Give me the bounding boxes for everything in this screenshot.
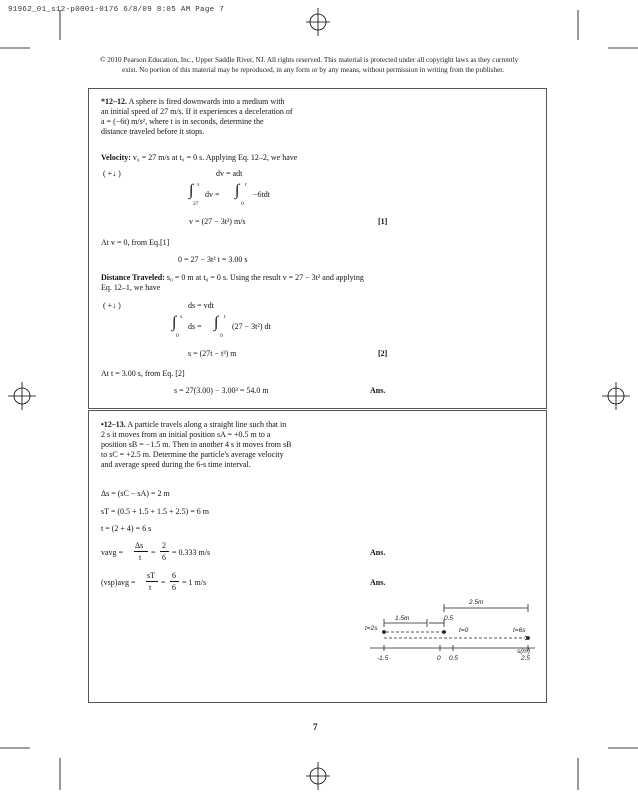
problem-number: *12–12. [101, 97, 127, 106]
answer-label: Ans. [370, 548, 386, 557]
equation-v-result: v = (27 − 3t²) m/s [189, 217, 246, 226]
label-t-2s: t=2s [365, 625, 378, 632]
distance-label: Distance Traveled: [101, 273, 165, 282]
equation-total-distance: sT = (0.5 + 1.5 + 1.5 + 2.5) = 6 m [101, 507, 209, 516]
axis-label-s: s(m) [517, 648, 530, 655]
velocity-paragraph: Velocity: v₀ = 27 m/s at t₀ = 0 s. Applying Eq. 12–2, we have [101, 153, 298, 162]
answer-label: Ans. [370, 386, 386, 395]
tick-minus-1-5: -1.5 [377, 655, 389, 662]
at-t3-text: At t = 3.00 s, from Eq. [2] [101, 369, 185, 378]
label-0-5m: 0.5 [444, 615, 454, 622]
equation-delta-s: Δs = (sC − sA) = 2 m [101, 489, 170, 498]
tick-2-5: 2.5 [521, 655, 531, 662]
registration-target-bottom [306, 762, 330, 790]
velocity-label: Velocity: [101, 153, 131, 162]
crop-mark-top-left [0, 10, 60, 48]
label-t-0: t=0 [459, 627, 469, 634]
crop-mark-bottom-right [578, 748, 638, 790]
direction-sign-2: ( +↓ ) [103, 301, 121, 310]
print-slug: 91962_01_s12-p0001-0176 6/8/09 8:05 AM Page 7 [8, 6, 225, 14]
direction-sign-1: ( +↓ ) [103, 169, 121, 178]
equation-tag-2: [2] [378, 349, 388, 358]
equation-average-velocity: vavg = Δs t = 2 6 = 0.333 m/s [101, 541, 211, 562]
crop-mark-bottom-left [0, 748, 60, 790]
distance-paragraph: Distance Traveled: s₀ = 0 m at t₀ = 0 s. Using the result v = 27 − 3t² and applying Eq. 12–1, we have [101, 273, 364, 292]
copyright-line-1: © 2010 Pearson Education, Inc., Upper Saddle River, NJ. All rights reserved. This material is protected under all copyright laws as they currently [100, 56, 519, 64]
registration-target-right [602, 382, 630, 410]
equation-s-result: s = (27t − t³) m [188, 349, 237, 358]
equation-ds-vdt: ds = vdt [188, 301, 214, 310]
at-v0-text: At v = 0, from Eq.[1] [101, 238, 170, 247]
registration-target-top [306, 8, 330, 36]
problem-number: •12–13. [101, 420, 126, 429]
problem-12-13-statement: •12–13. A particle travels along a straight line such that in 2 s it moves from an initial position sA = +0.5 m to a position sB = −1.5 m. Then in another 4 s it moves from sB to sC = +2.5 m. Determine the particle's average velocity and average speed during the 6-s time interval. [101, 420, 292, 469]
equation-dv-adt: dv = adt [216, 169, 243, 178]
label-2-5m: 2.5m [469, 599, 484, 606]
distance-integral: ∫ s 0 ds = ∫ t 0 (27 − 3t²) dt [172, 314, 271, 339]
problem-12-12-statement: *12–12. A sphere is fired downwards into a medium with an initial speed of 27 m/s. If it experiences a deceleration of a = (−6t) m/s², where t is in seconds, determine the distance traveled before it stops. [101, 97, 293, 136]
equation-tag-1: [1] [378, 217, 388, 226]
equation-t-solution: 0 = 27 − 3t² t = 3.00 s [178, 255, 248, 264]
tick-0: 0 [437, 655, 441, 662]
tick-0-5: 0.5 [449, 655, 459, 662]
equation-average-speed: (vsp)avg = sT t = 6 6 = 1 m/s [101, 571, 207, 592]
registration-target-left [8, 382, 36, 410]
position-diagram [365, 590, 535, 670]
page-number: 7 [313, 722, 318, 732]
velocity-integral: ∫ v 27 dv = ∫ t 0 −6tdt [189, 182, 270, 207]
crop-mark-top-right [578, 10, 638, 48]
label-1-5m: 1.5m [395, 615, 410, 622]
copyright-notice [100, 55, 540, 75]
equation-total-time: t = (2 + 4) = 6 s [101, 524, 152, 533]
label-t-6s: t=6s [513, 627, 526, 634]
answer-label: Ans. [370, 578, 386, 587]
copyright-line-2: exist. No portion of this material may be reproduced, in any form or by any means, without permission in writing from the publisher. [122, 66, 505, 74]
equation-final-distance: s = 27(3.00) − 3.00³ = 54.0 m [174, 386, 269, 395]
